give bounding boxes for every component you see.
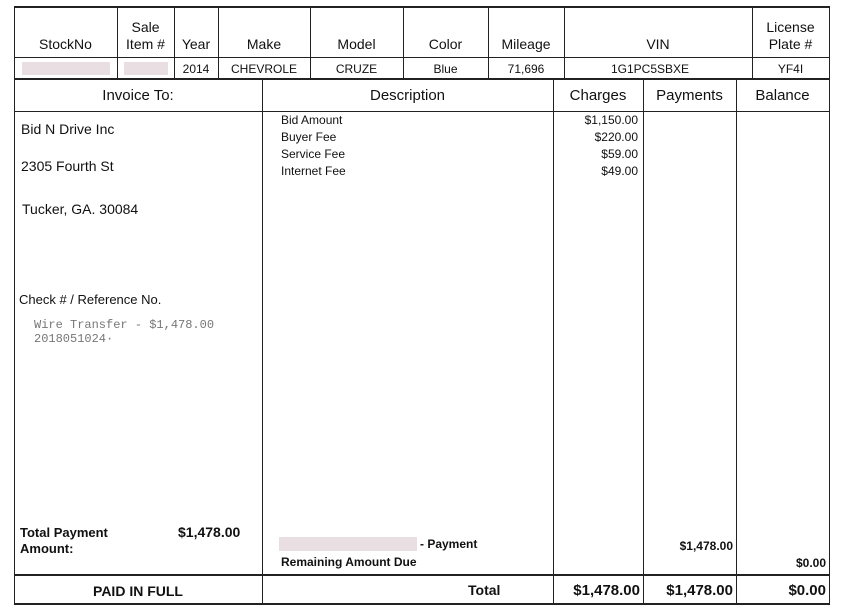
header-year: Year xyxy=(181,36,211,52)
invoice-to-street: 2305 Fourth St xyxy=(21,158,114,174)
header-charges: Charges xyxy=(569,87,627,104)
header-sale-item-line2: Item # xyxy=(126,36,165,52)
header-make: Make xyxy=(246,36,282,52)
header-plate-line2: Plate # xyxy=(768,36,813,52)
invoice-to-city: Tucker, GA. 30084 xyxy=(22,201,139,217)
header-color: Color xyxy=(428,36,463,52)
vehicle-mileage: 71,696 xyxy=(507,62,545,76)
reference-label: Check # / Reference No. xyxy=(19,292,162,307)
payment-suffix: - Payment xyxy=(420,537,478,551)
invoice-to-name: Bid N Drive Inc xyxy=(21,121,115,137)
header-model: Model xyxy=(337,36,376,52)
line-item-charges xyxy=(553,112,638,180)
vehicle-vin: 1G1PC5SBXE xyxy=(610,62,690,76)
line-item-description: Buyer Fee xyxy=(281,130,337,144)
header-mileage: Mileage xyxy=(501,36,551,52)
header-stock-no: StockNo xyxy=(39,36,92,52)
total-payment-label-line1: Total Payment xyxy=(20,525,108,540)
vehicle-year: 2014 xyxy=(182,62,210,76)
header-payments: Payments xyxy=(656,87,723,104)
vehicle-color: Blue xyxy=(433,62,458,76)
line-item-description: Internet Fee xyxy=(281,164,346,178)
total-charges: $1,478.00 xyxy=(573,582,640,599)
total-payments: $1,478.00 xyxy=(666,582,733,599)
header-invoice-to: Invoice To: xyxy=(102,87,174,104)
line-item-list xyxy=(281,112,346,180)
reference-line-1: Wire Transfer - $1,478.00 xyxy=(34,318,215,332)
total-payment-label-line2: Amount: xyxy=(20,541,74,556)
vehicle-make: CHEVROLE xyxy=(230,62,298,76)
header-sale-item-line1: Sale xyxy=(131,19,160,35)
redacted-payment-reference xyxy=(279,537,417,551)
line-item-charge: $1,150.00 xyxy=(584,113,638,127)
reference-line-2: 2018051024· xyxy=(34,332,114,346)
vehicle-model: CRUZE xyxy=(335,62,378,76)
remaining-amount-label: Remaining Amount Due xyxy=(281,555,417,569)
paid-in-full: PAID IN FULL xyxy=(93,583,183,599)
line-item-description: Bid Amount xyxy=(281,113,343,127)
total-payment-amount: $1,478.00 xyxy=(178,524,241,540)
redacted-sale-item xyxy=(124,62,168,75)
remaining-balance: $0.00 xyxy=(795,556,826,570)
total-label: Total xyxy=(468,582,501,598)
header-plate-line1: License xyxy=(766,19,815,35)
vehicle-plate: YF4I xyxy=(777,62,804,76)
redacted-stock-no xyxy=(22,62,110,75)
header-vin: VIN xyxy=(646,36,670,52)
line-item-charge: $59.00 xyxy=(601,147,638,161)
line-item-charge: $220.00 xyxy=(594,130,638,144)
header-description: Description xyxy=(369,87,446,104)
header-balance: Balance xyxy=(755,87,810,104)
payment-amount: $1,478.00 xyxy=(679,539,733,553)
line-item-charge: $49.00 xyxy=(601,164,638,178)
total-balance: $0.00 xyxy=(788,582,826,599)
line-item-description: Service Fee xyxy=(281,147,346,161)
